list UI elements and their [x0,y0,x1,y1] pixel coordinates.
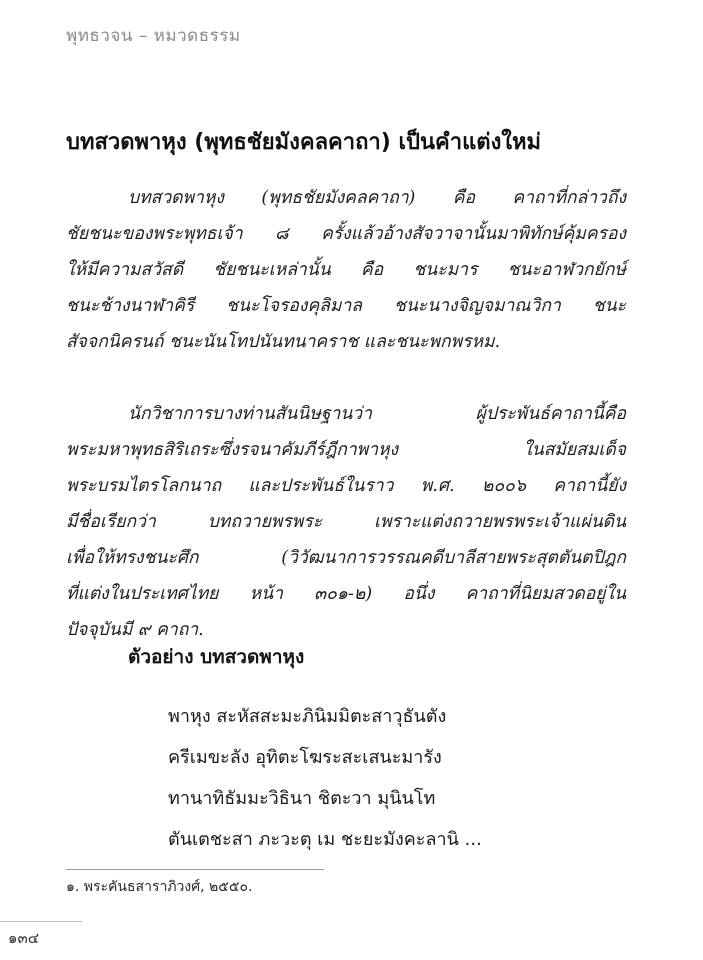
verse-block [168,696,482,860]
paragraph-2 [66,396,626,648]
paragraph-line: เพื่อให้ทรงชนะศึก (วิวัฒนาการวรรณคดีบาลีสายพระสุตตันตปิฎก [66,548,626,568]
paragraph-line: สัจจกนิครนถ์ ชนะนันโทปนันทนาคราช และชนะพกพรหม. [66,332,501,352]
paragraph-line: ให้มีความสวัสดี ชัยชนะเหล่านั้น คือ ชนะมาร ชนะอาฬวกยักษ์ [66,260,626,280]
verse-line: ครีเมขะลัง อุทิตะโฆระสะเสนะมารัง [168,747,442,768]
footnote: ๑. พระคันธสาราภิวงศ์, ๒๕๕๐. [66,879,253,895]
section-title: บทสวดพาหุง (พุทธชัยมังคลคาถา) เป็นคำแต่งใหม่ [66,130,542,155]
paragraph-line: นักวิชาการบางท่านสันนิษฐานว่า ผู้ประพันธ์คาถานี้คือ [128,404,626,424]
paragraph-line: ที่แต่งในประเทศไทย หน้า ๓๐๑-๒) อนึ่ง คาถาที่นิยมสวดอยู่ใน [66,584,626,604]
paragraph-line: พระมหาพุทธสิริเถระซึ่งรจนาคัมภีร์ฎีกาพาหุง ในสมัยสมเด็จ [66,440,626,460]
verse-line: ตันเตชะสา ภะวะตุ เม ชะยะมังคะลานิ ... [168,829,482,850]
paragraph-line: พระบรมไตรโลกนาถ และประพันธ์ในราว พ.ศ. ๒๐๐๖ คาถานี้ยัง [66,476,626,496]
running-header: พุทธวจน – หมวดธรรม [66,26,241,46]
verse-line: ทานาทิธัมมะวิธินา ชิตะวา มุนินโท [168,788,436,809]
page-number: ๑๓๔ [8,929,40,947]
paragraph-line: ชนะช้างนาฬาคิรี ชนะโจรองคุลิมาล ชนะนางจิญจมาณวิกา ชนะ [66,296,626,316]
paragraph-line: ชัยชนะของพระพุทธเจ้า ๘ ครั้งแล้วอ้างสัจวาจานั้นมาพิทักษ์คุ้มครอง [66,224,626,244]
verse-line: พาหุง สะหัสสะมะภินิมมิตะสาวุธันตัง [168,706,447,727]
example-heading: ตัวอย่าง บทสวดพาหุง [128,646,305,668]
page-number-divider [0,921,82,922]
paragraph-line: บทสวดพาหุง (พุทธชัยมังคลคาถา) คือ คาถาที่กล่าวถึง [128,188,626,208]
footnote-divider [66,869,324,870]
paragraph-line: มีชื่อเรียกว่า บทถวายพรพระ เพราะแต่งถวายพรพระเจ้าแผ่นดิน [66,512,626,532]
paragraph-line: ปัจจุบันมี ๙ คาถา. [66,620,204,640]
paragraph-1 [66,180,626,360]
